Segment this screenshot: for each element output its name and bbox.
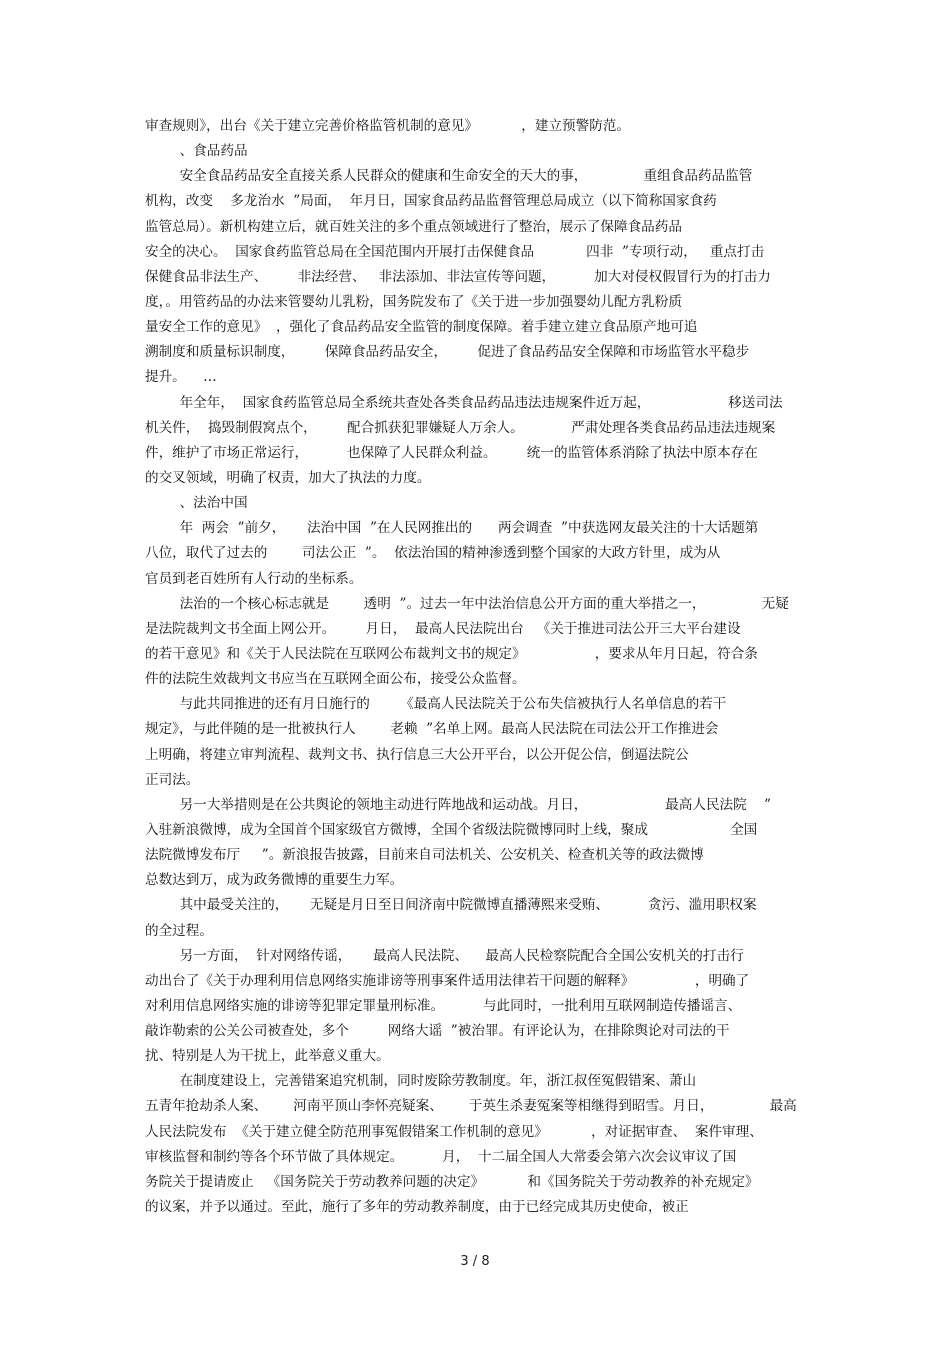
text-line: 动出台了《关于办理利用信息网络实施诽谤等刑事案件适用法律若干问题的解释》 ，明确了 bbox=[145, 972, 750, 989]
text-line: 安全的决心。 国家食药监管总局在全国范围内开展打击保健食品 四非 ”专项行动， 重点打击 bbox=[145, 243, 765, 260]
text-line: 另一方面， 针对网络传谣， 最高人民法院、 最高人民检察院配合全国公安机关的打击行 bbox=[145, 947, 744, 964]
text-line: 件，维护了市场正常运行， 也保障了人民群众利益。 统一的监管体系消除了执法中原本存在 bbox=[145, 444, 758, 461]
text-line: 安全食品药品安全直接关系人民群众的健康和生命安全的天大的事， 重组食品药品监管 bbox=[145, 168, 753, 185]
text-line: 总数达到万，成为政务微博的重要生力军。 bbox=[145, 872, 404, 889]
text-line: 件的法院生效裁判文书应当在互联网全面公布，接受公众监督。 bbox=[145, 671, 526, 688]
document-body-text bbox=[145, 114, 810, 1220]
text-line: 的全过程。 bbox=[145, 922, 213, 939]
text-line: 的若干意见》和《关于人民法院在互联网公布裁判文书的规定》 ，要求从年月日起，符合条 bbox=[145, 645, 758, 662]
text-line: 、食品药品 bbox=[145, 143, 248, 160]
text-line: 法治的一个核心标志就是 透明 ”。过去一年中法治信息公开方面的重大举措之一， 无疑 bbox=[145, 595, 789, 612]
text-line: 年 两会 ”前夕， 法治中国 ”在人民网推出的 两会调查 ”中获选网友最关注的十大话题第 bbox=[145, 520, 759, 537]
page-number: 3 / 8 bbox=[460, 1254, 490, 1269]
text-line: 入驻新浪微博，成为全国首个国家级官方微博，全国个省级法院微博同时上线，聚成 全国 bbox=[145, 821, 758, 838]
text-line: 监管总局）。新机构建立后，就百姓关注的多个重点领域进行了整治，展示了保障食品药品 bbox=[145, 218, 682, 235]
text-line: 的交叉领域，明确了权责，加大了执法的力度。 bbox=[145, 469, 431, 486]
text-line: 年全年， 国家食药监管总局全系统共查处各类食品药品违法违规案件近万起， 移送司法 bbox=[145, 394, 783, 411]
text-line: 在制度建设上，完善错案追究机制，同时废除劳教制度。年，浙江叔侄冤假错案、萧山 bbox=[145, 1073, 697, 1090]
text-line: 人民法院发布 《关于建立健全防范刑事冤假错案工作机制的意见》 ，对证据审查、 案件审理、 bbox=[145, 1123, 763, 1140]
text-line: 审查规则》，出台《关于建立完善价格监管机制的意见》 ，建立预警防范。 bbox=[145, 118, 631, 134]
text-line: 机构，改变 多龙治水 ”局面， 年月日，国家食品药品监督管理总局成立（以下简称国家食药 bbox=[145, 193, 717, 210]
text-line: 度，。用管药品的办法来管婴幼儿乳粉，国务院发布了《关于进一步加强婴幼儿配方乳粉质 bbox=[145, 293, 682, 310]
text-line: 法院微博发布厅 ”。新浪报告披露，目前来自司法机关、公安机关、检查机关等的政法微博 bbox=[145, 847, 704, 864]
text-line: 扰、特别是人为干扰上，此举意义重大。 bbox=[145, 1048, 390, 1065]
text-line: 务院关于提请废止 《国务院关于劳动教养问题的决定》 和《国务院关于劳动教养的补充规定》 bbox=[145, 1173, 759, 1190]
text-line: 与此共同推进的还有月日施行的 《最高人民法院关于公布失信被执行人名单信息的若干 bbox=[145, 696, 727, 713]
text-line: 规定》，与此伴随的是一批被执行人 老赖 ”名单上网。最高人民法院在司法公开工作推进会 bbox=[145, 721, 719, 738]
text-line: 、法治中国 bbox=[145, 495, 248, 512]
text-line: 保健食品非法生产、 非法经营、 非法添加、非法宣传等问题， 加大对侵权假冒行为的打击力 bbox=[145, 268, 771, 285]
text-line: 的议案，并予以通过。至此，施行了多年的劳动教养制度，由于已经完成其历史使命，被正 bbox=[145, 1199, 689, 1216]
text-line: 五青年抢劫杀人案、 河南平顶山李怀亮疑案、 于英生杀妻冤案等相继得到昭雪。月日， 最高 bbox=[145, 1098, 797, 1115]
text-line: 审核监督和制约等各个环节做了具体规定。 月， 十二届全国人大常委会第六次会议审议了国 bbox=[145, 1148, 737, 1165]
text-line: 敲诈勒索的公关公司被查处，多个 网络大谣 ”被治罪。有评论认为，在排除舆论对司法的干 bbox=[145, 1023, 730, 1040]
text-line: 官员到老百姓所有人行动的坐标系。 bbox=[145, 570, 363, 587]
text-line: 另一大举措则是在公共舆论的领地主动进行阵地战和运动战。月日， 最高人民法院 ” bbox=[145, 796, 771, 813]
text-line: 是法院裁判文书全面上网公开。 月日， 最高人民法院出台 《关于推进司法公开三大平台建设 bbox=[145, 620, 741, 637]
text-line: 八位，取代了过去的 司法公正 ”。 依法治国的精神渗透到整个国家的大政方针里，成为从 bbox=[145, 545, 721, 562]
text-line: 对利用信息网络实施的诽谤等犯罪定罪量刑标准。 与此同时，一批利用互联网制造传播谣言、 bbox=[145, 997, 742, 1014]
text-line: 量安全工作的意见》 ，强化了食品药品安全监管的制度保障。着手建立建立食品原产地可追 bbox=[145, 319, 698, 336]
text-line: 机关件， 捣毁制假窝点个， 配合抓获犯罪嫌疑人万余人。 严肃处理各类食品药品违法违规案 bbox=[145, 419, 776, 436]
text-line: 其中最受关注的， 无疑是月日至日间济南中院微博直播薄熙来受贿、 贪污、滥用职权案 bbox=[145, 897, 757, 914]
text-line: 溯制度和质量标识制度， 保障食品药品安全， 促进了食品药品安全保障和市场监管水平稳步 bbox=[145, 344, 750, 361]
text-line: 正司法。 bbox=[145, 771, 200, 788]
text-line: 提升。 … bbox=[145, 369, 217, 386]
text-line: 上明确，将建立审判流程、裁判文书、执行信息三大公开平台，以公开促公信，倒逼法院公 bbox=[145, 746, 689, 763]
